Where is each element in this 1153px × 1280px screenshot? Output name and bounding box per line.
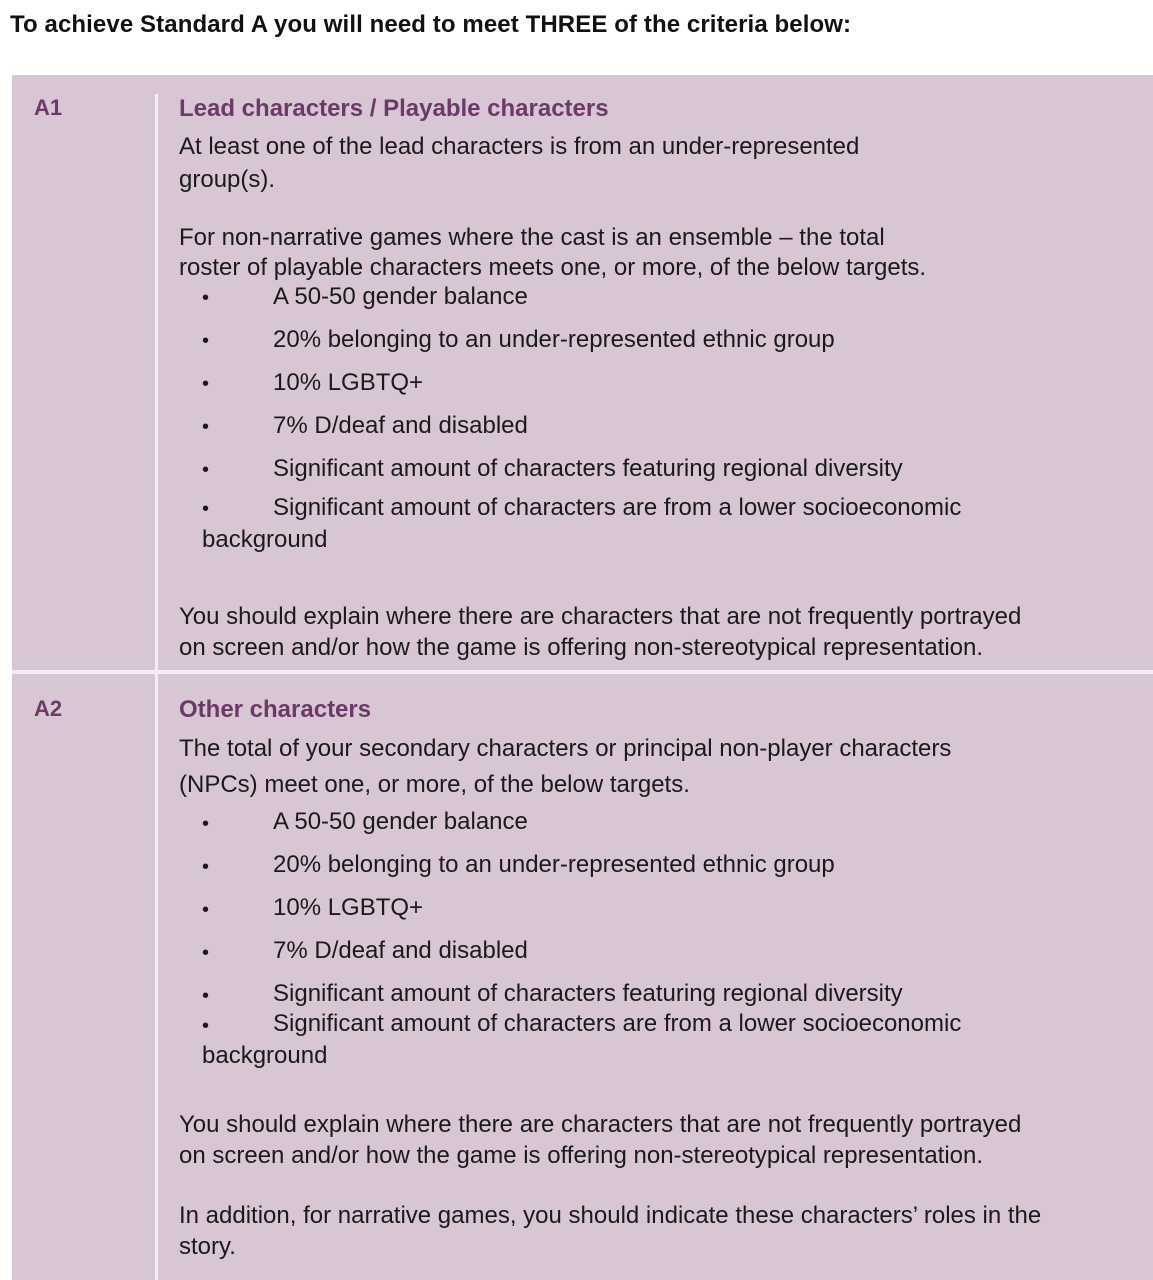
bullet-icon: •	[202, 856, 210, 878]
column-divider	[155, 94, 158, 1280]
list-item: A 50-50 gender balance	[273, 283, 528, 310]
criteria-ensemble-line: For non-narrative games where the cast is an ensemble – the total	[179, 224, 885, 251]
bullet-icon: •	[202, 287, 210, 309]
criteria-explain-line: You should explain where there are characters that are not frequently portrayed	[179, 1111, 1022, 1138]
bullet-icon: •	[202, 942, 210, 964]
bullet-icon: •	[202, 1015, 210, 1037]
criteria-row-a1	[12, 75, 1153, 670]
criteria-title: Lead characters / Playable characters	[179, 95, 609, 122]
criteria-explain-line: on screen and/or how the game is offering non-stereotypical representation.	[179, 634, 984, 661]
bullet-icon: •	[202, 498, 210, 520]
bullet-icon: •	[202, 985, 210, 1007]
criteria-intro-line: (NPCs) meet one, or more, of the below targets.	[179, 771, 690, 798]
criteria-intro-line: group(s).	[179, 166, 276, 193]
bullet-icon: •	[202, 416, 210, 438]
criteria-addition-line: story.	[179, 1233, 236, 1260]
list-item: 20% belonging to an under-represented ethnic group	[273, 851, 835, 878]
list-item: Significant amount of characters are from a lower socioeconomic	[273, 494, 962, 521]
bullet-icon: •	[202, 459, 210, 481]
list-item: Significant amount of characters featuring regional diversity	[273, 455, 903, 482]
criteria-intro-line: The total of your secondary characters or principal non-player characters	[179, 735, 952, 762]
list-item-continuation: background	[202, 526, 328, 553]
bullet-icon: •	[202, 899, 210, 921]
criteria-code: A2	[34, 696, 63, 721]
criteria-explain-line: on screen and/or how the game is offering non-stereotypical representation.	[179, 1142, 984, 1169]
bullet-icon: •	[202, 373, 210, 395]
list-item: 20% belonging to an under-represented ethnic group	[273, 326, 835, 353]
list-item: 10% LGBTQ+	[273, 894, 424, 921]
list-item: A 50-50 gender balance	[273, 808, 528, 835]
criteria-title: Other characters	[179, 696, 372, 723]
criteria-row-a2	[12, 674, 1153, 1280]
list-item: Significant amount of characters featuring regional diversity	[273, 980, 903, 1007]
list-item: 7% D/deaf and disabled	[273, 937, 528, 964]
criteria-explain-line: You should explain where there are characters that are not frequently portrayed	[179, 603, 1022, 630]
bullet-icon: •	[202, 813, 210, 835]
criteria-addition-line: In addition, for narrative games, you should indicate these characters’ roles in the	[179, 1202, 1042, 1229]
criteria-intro-line: At least one of the lead characters is from an under-represented	[179, 133, 860, 160]
list-item: Significant amount of characters are from a lower socioeconomic	[273, 1010, 962, 1037]
bullet-icon: •	[202, 330, 210, 352]
criteria-code: A1	[34, 95, 63, 120]
list-item: 7% D/deaf and disabled	[273, 412, 528, 439]
criteria-ensemble-line: roster of playable characters meets one, or more, of the below targets.	[179, 254, 927, 281]
list-item-continuation: background	[202, 1042, 328, 1069]
page-heading: To achieve Standard A you will need to meet THREE of the criteria below:	[10, 11, 852, 38]
list-item: 10% LGBTQ+	[273, 369, 424, 396]
